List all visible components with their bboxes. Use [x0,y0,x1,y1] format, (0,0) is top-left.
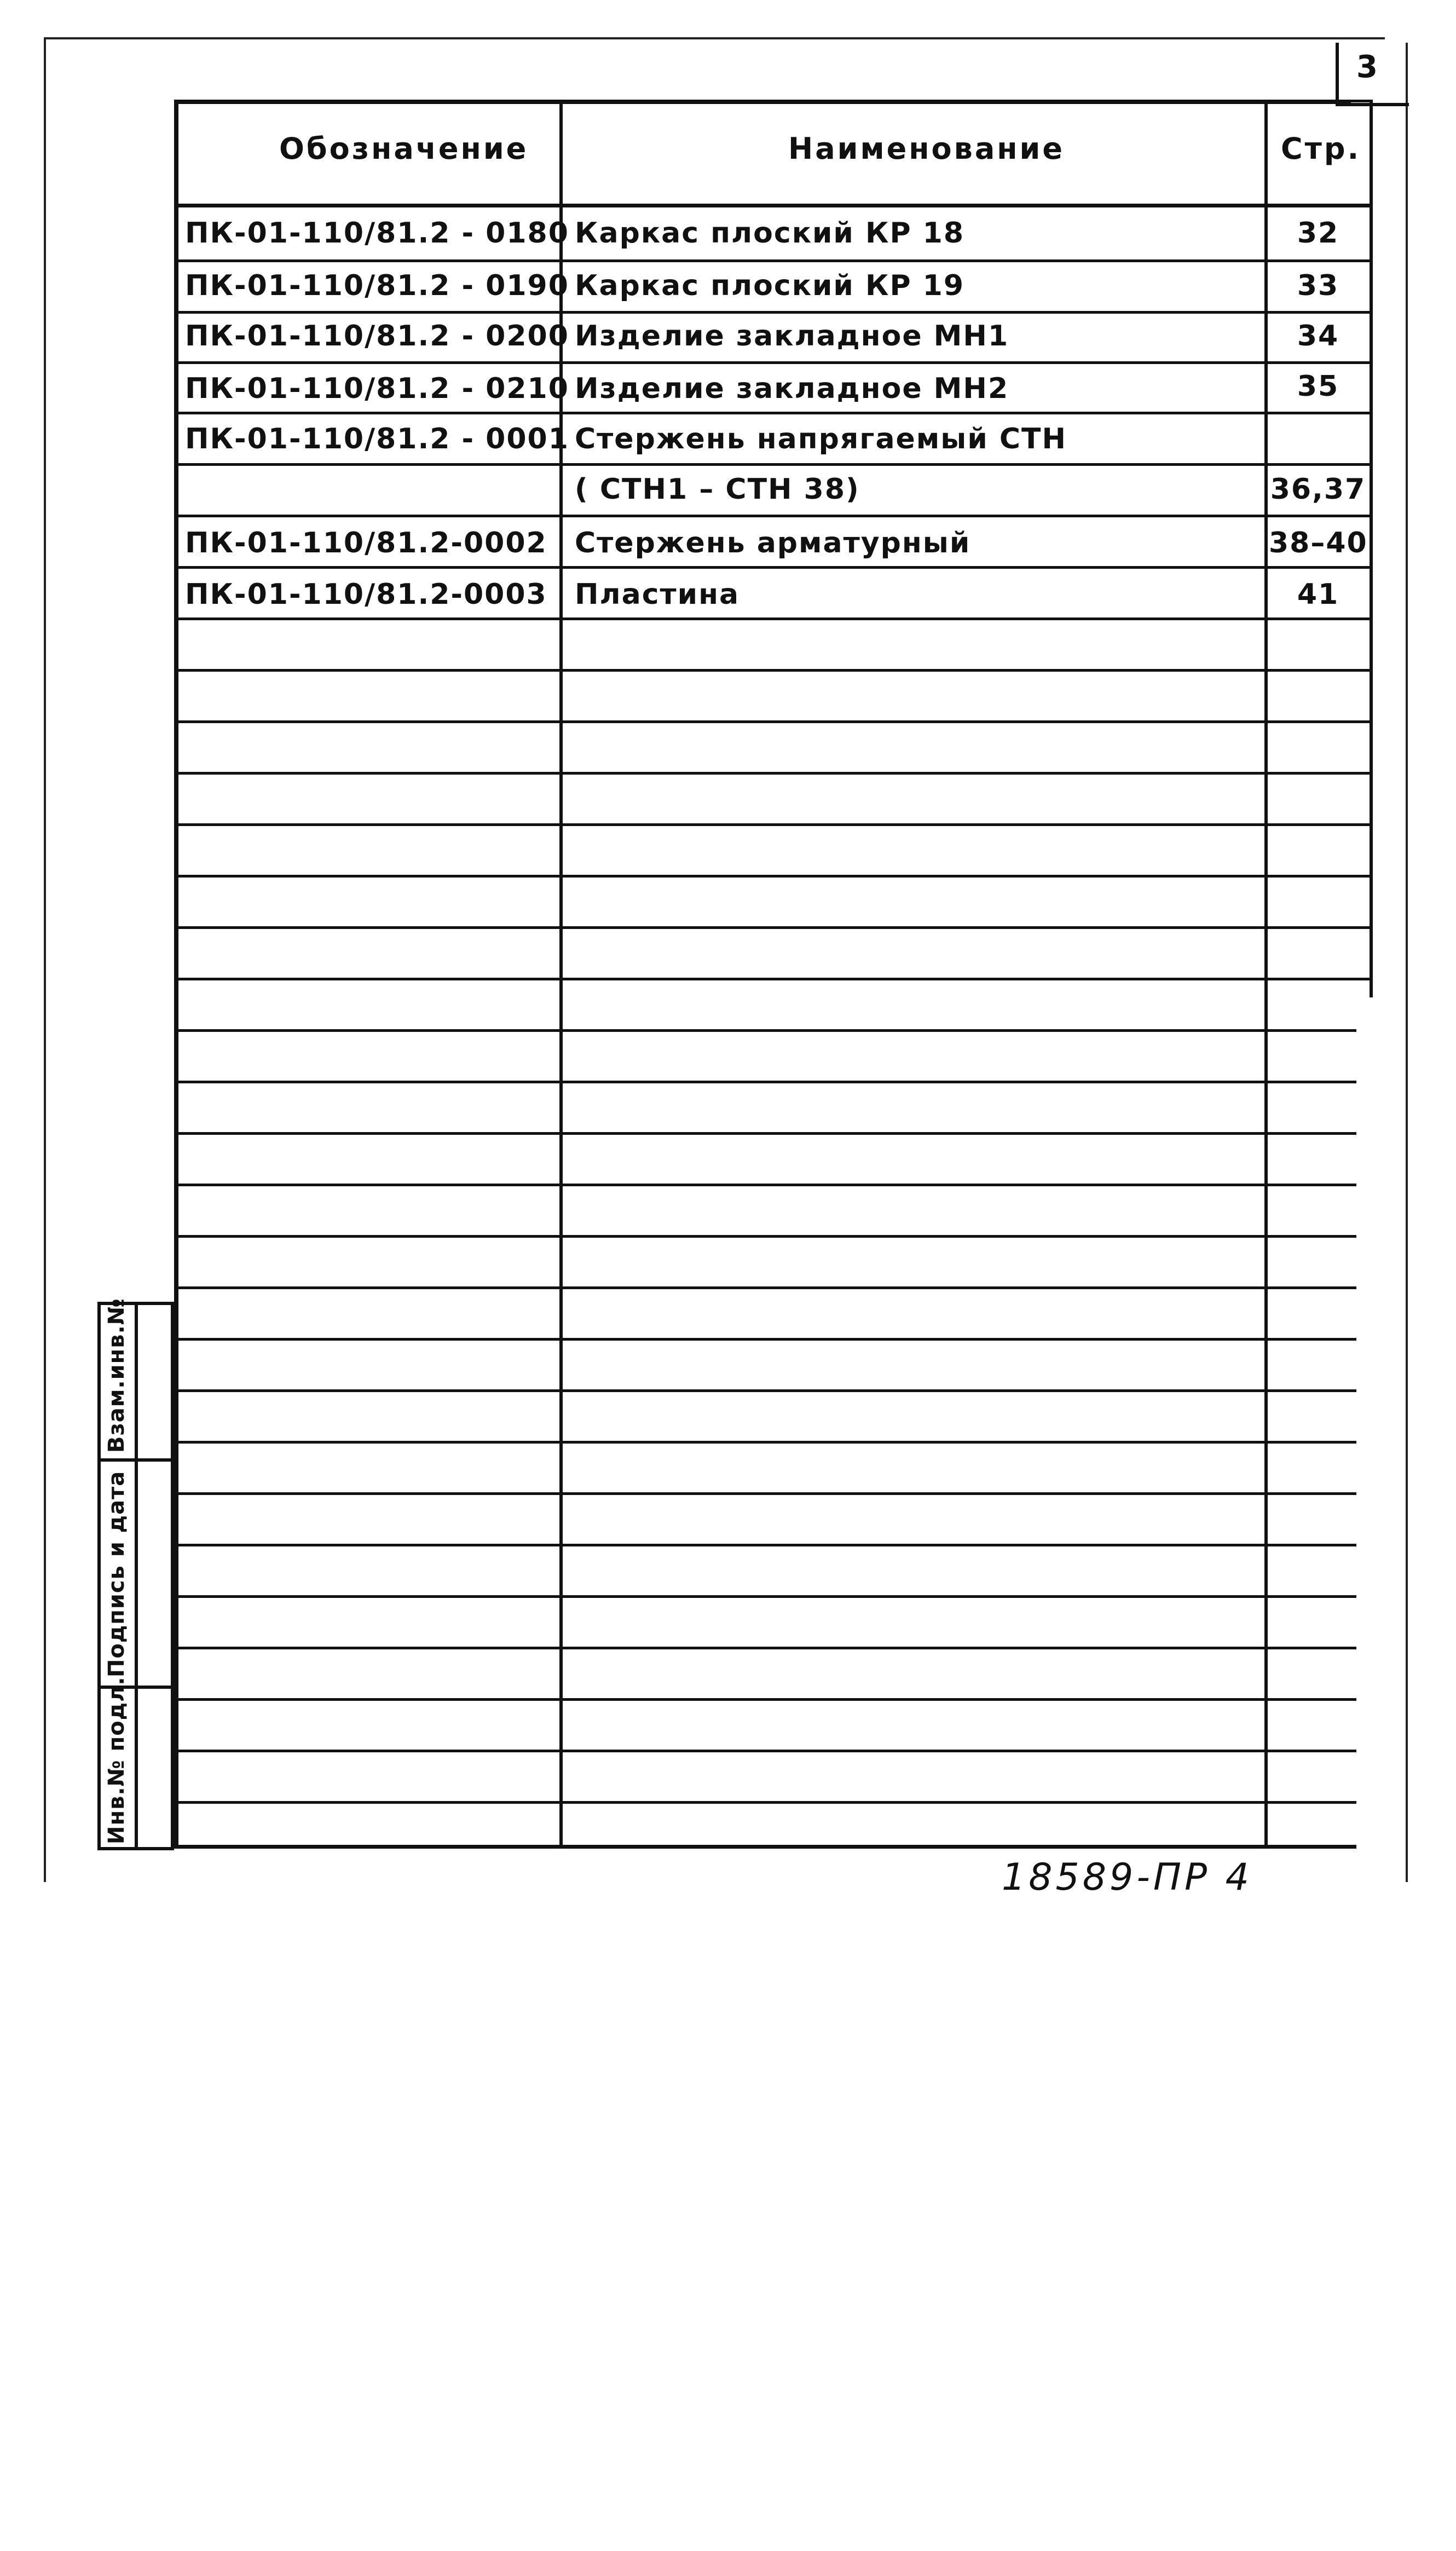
row-7-name: Стержень арматурный [575,527,971,559]
row-line [174,978,1373,980]
row-line [174,823,1373,826]
row-line [174,926,1373,929]
row-8-name: Пластина [575,578,740,611]
side-stamp [97,1298,174,1850]
row-line [174,1286,1356,1289]
row-line [174,669,1373,672]
row-8-page: 41 [1297,578,1339,611]
frame-right-border [1406,43,1408,1882]
frame-left-border [44,37,46,1882]
table-top-line [174,100,1373,102]
row-3-page: 34 [1297,320,1339,353]
row-line [174,412,1373,414]
row-8-designation: ПК-01-110/81.2-0003 [185,578,547,611]
page-number: 3 [1356,49,1378,85]
row-line [174,1235,1356,1238]
row-line [174,1698,1356,1701]
frame-top-border [44,37,1385,39]
row-5-designation: ПК-01-110/81.2 - 0001 [185,423,569,455]
row-4-designation: ПК-01-110/81.2 - 0210 [185,372,569,405]
stamp-label-podpis-data: Подпись и дата [104,1470,129,1677]
row-line [174,566,1373,569]
row-line [174,361,1373,364]
row-line [174,875,1373,878]
footer-code: 18589-ПР 4 [1002,1856,1252,1899]
row-6-page: 36,37 [1270,473,1366,506]
header-name: Наименование [788,131,1065,166]
row-2-designation: ПК-01-110/81.2 - 0190 [185,269,569,302]
row-7-designation: ПК-01-110/81.2-0002 [185,527,547,559]
row-line [174,1132,1356,1135]
row-line [174,1081,1356,1083]
stamp-column-divider [135,1305,138,1847]
row-line [174,617,1373,620]
header-designation: Обозначение [279,131,529,166]
row-1-name: Каркас плоский КР 18 [575,217,965,250]
row-7-page: 38–40 [1269,527,1368,559]
row-1-page: 32 [1297,217,1339,250]
row-1-designation: ПК-01-110/81.2 - 0180 [185,217,569,250]
row-line [174,259,1373,262]
header-bottom-line [174,204,1373,207]
row-line [174,1595,1356,1598]
column-divider-3 [1370,100,1373,997]
row-6-name: ( СТН1 – СТН 38) [575,473,860,506]
row-line [174,772,1373,775]
stamp-label-vzam-inv: Взам.инв.№ [104,1298,129,1453]
stamp-label-inv-podl: Инв.№ подл. [104,1676,129,1844]
row-line [174,720,1373,723]
row-2-name: Каркас плоский КР 19 [575,269,965,302]
row-line [174,1441,1356,1444]
row-2-page: 33 [1297,269,1339,302]
header-page: Стр. [1281,131,1361,166]
row-3-designation: ПК-01-110/81.2 - 0200 [185,320,569,353]
row-line [174,515,1373,517]
row-3-name: Изделие закладное МН1 [575,320,1009,353]
row-line [174,1184,1356,1186]
row-line [174,1389,1356,1392]
row-line [174,1492,1356,1495]
stamp-row-divider [101,1458,171,1462]
row-line [174,1544,1356,1546]
row-line [174,1338,1356,1341]
row-line [174,463,1373,466]
row-5-name: Стержень напрягаемый СТН [575,423,1067,455]
row-line [174,311,1373,314]
row-line [174,1801,1356,1804]
row-line [174,1029,1356,1032]
row-4-page: 35 [1297,370,1339,403]
row-line [174,1647,1356,1649]
table-bottom-line [174,1845,1356,1849]
row-line [174,1750,1356,1752]
row-4-name: Изделие закладное МН2 [575,372,1009,405]
